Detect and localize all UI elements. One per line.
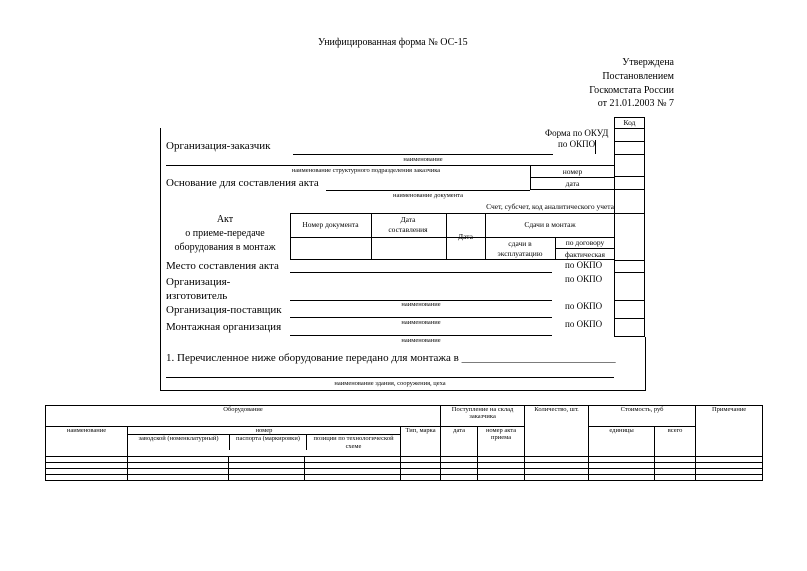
okud-label: Форма по ОКУД [545,128,609,138]
code-divider [614,154,645,155]
installer-okpo: по ОКПО [565,319,603,329]
handover-header: Сдачи в монтаж [524,220,576,229]
building-caption: наименование здания, сооружения, цеха [334,380,446,387]
equipment-table [45,405,763,481]
number-group [128,427,401,457]
note-header: Примечание [696,406,763,457]
name-header: наименование [46,427,128,457]
compose-date-header: Дата составления [388,215,428,234]
supplier-label: Организация-поставщик [166,304,282,316]
supplier-line [290,317,552,318]
manufacturer-okpo: по ОКПО [565,274,603,284]
approval-line-3: Госкомстата России [589,85,674,96]
approval-line-4: от 21.01.2003 № 7 [597,98,674,109]
form-left-border [160,128,161,390]
code-column [614,117,645,337]
installer-label: Монтажная организация [166,321,282,333]
actual-header: фактическая [565,250,605,259]
basis-line [326,190,530,191]
basis-caption: наименование документа [393,192,463,199]
installer-caption: наименование [401,319,441,326]
okpo-tick [595,140,596,154]
unit-header: единицы [589,427,655,457]
installer-line [290,335,552,336]
customer-caption: наименование [403,156,443,163]
code-divider [614,128,645,129]
position-header: позиции по технологической схеме [313,435,394,450]
code-divider [614,260,645,261]
doc-number-header: Номер документа [302,220,359,229]
total-header: всего [655,427,696,457]
building-line [166,377,614,378]
subdivision-line [166,165,566,166]
equipment-header: Оборудование [46,406,441,427]
supplier-okpo: по ОКПО [565,301,603,311]
act-title-2: о приеме-передаче [185,228,265,239]
passport-header: паспорта (маркировки) [230,435,307,450]
subdivision-caption: наименование структурного подразделения заказчика [291,167,441,174]
into-operation-header: сдачи в эксплуатацию [497,239,543,258]
date-header: Дата [458,232,473,241]
code-divider [614,272,645,273]
number-date-divider [530,177,615,178]
act-title-1: Акт [216,214,234,225]
code-divider [614,213,645,214]
approval-line-1: Утверждена [622,57,674,68]
code-divider [614,300,645,301]
form-bottom-border [160,390,646,391]
number-header: номер [128,427,400,435]
number-label: номер [562,167,583,176]
factory-header: заводской (номенклатурный) [128,435,230,450]
code-header: Код [623,118,636,127]
place-okpo: по ОКПО [565,260,603,270]
act-number-header: номер акта приема [478,427,525,457]
act-table-row [555,248,615,249]
basis-label: Основание для составления акта [166,177,319,189]
code-divider [614,176,645,177]
supplier-caption: наименование [401,301,441,308]
number-subheaders [128,435,400,450]
cost-header: Стоимость, руб [589,406,696,427]
okpo-label: по ОКПО [558,139,596,149]
form-title: Унифицированная форма № ОС-15 [318,37,468,48]
table-row [46,475,763,481]
manufacturer-label: Организация-изготовитель [166,276,231,303]
approval-line-2: Постановлением [602,71,674,82]
receipt-header: Поступление на склад заказчика [441,406,525,427]
quantity-header: Количество, шт. [525,406,589,457]
installer-name-caption: наименование [401,337,441,344]
date-label: дата [565,179,580,188]
by-contract-header: по договору [565,238,605,247]
code-divider [614,318,645,319]
transfer-text: 1. Перечисленное ниже оборудование передано для монтажа в ____________________________ [166,352,616,364]
customer-label: Организация-заказчик [166,140,271,152]
receipt-date-header: дата [441,427,478,457]
form-right-border [645,337,646,390]
type-header: Тип, марка [401,427,441,457]
act-title-3: оборудования в монтаж [174,242,276,253]
code-divider [614,189,645,190]
code-divider [614,141,645,142]
place-label: Место составления акта [166,260,279,272]
customer-line [293,154,553,155]
account-label: Счет, субсчет, код аналитического учета [486,202,614,211]
place-line [290,272,552,273]
